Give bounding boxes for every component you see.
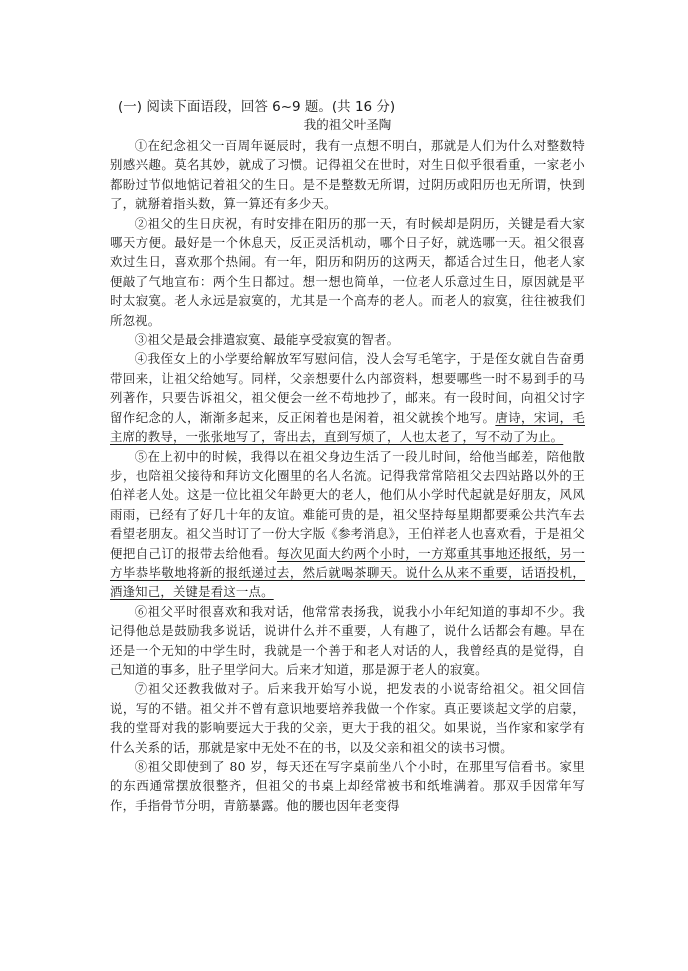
paragraph-4 [110, 349, 585, 446]
paragraph-1 [110, 136, 585, 214]
paragraph-5 [110, 447, 585, 602]
paragraph-text: ⑧祖父即使到了 80 岁，每天还在写字桌前坐八个小时，在那里写信看书。家里的东西通常摆放很整齐，但祖父的书桌上却经常被书和纸堆满着。那双手因常年写作，手指骨节分明，青筋暴露。他的腰也因年老变得 [110, 759, 585, 813]
underlined-sentence: 每次见面大约两个小时，一方郑重其事地还报纸，另一方毕恭毕敬地将新的报纸递过去，然后就喝茶聊天。说什么从来不重要，话语投机，酒逢知己，关键是看这一点。 [110, 545, 585, 600]
section-header: (一) 阅读下面语段，回答 6~9 题。(共 16 分) [118, 99, 396, 115]
paragraph-8 [110, 757, 585, 815]
paragraph-text: ③祖父是最会排遣寂寞、最能享受寂寞的智者。 [134, 332, 400, 348]
paragraph-text: ⑥祖父平时很喜欢和我对话，他常常表扬我，说我小小年纪知道的事却不少。我记得他总是鼓励我多说话，说讲什么并不重要，人有趣了，说什么话都会有趣。早在还是一个无知的中学生时，我就是一个善于和老人对话的人，我曾经真的是觉得，自己知道的事多，肚子里学问大。后来才知道，那是源于老人的寂寞。 [110, 603, 585, 677]
paragraph-3 [110, 330, 585, 349]
paragraph-7 [110, 679, 585, 757]
paragraph-text: ①在纪念祖父一百周年诞辰时，我有一点想不明白，那就是人们为什么对整数特别感兴趣。莫名其妙，就成了习惯。记得祖父在世时，对生日似乎很看重，一家老小都盼过节似地惦记着祖父的生日。是不是整数无所谓，过阴历或阳历也无所谓，快到了，就掰着指头数，算一算还有多少天。 [110, 138, 585, 212]
paragraph-6 [110, 602, 585, 680]
paragraph-text: ⑦祖父还教我做对子。后来我开始写小说，把发表的小说寄给祖父。祖父回信说，写的不错。祖父并不曾有意识地要培养我做一个作家。真正要谈起文学的启蒙，我的堂哥对我的影响要远大于我的父亲，更大于我的祖父。如果说，当作家和家学有什么关系的话，那就是家中无处不在的书，以及父亲和祖父的读书习惯。 [110, 681, 585, 755]
underlined-sentence: 唐诗，宋词，毛主席的教导，一张张地写了，寄出去，直到写烦了，人也太老了，写不动了为止。 [110, 409, 586, 445]
paragraph-text: ④我侄女上的小学要给解放军写慰问信，没人会写毛笔字，于是侄女就自告奋勇带回来，让祖父给她写。同样，父亲想要什么内部资料，想要哪些一时不易到手的马列著作，只要告诉祖父，祖父便会一丝不苟地抄了，邮来。有一段时间，向祖父讨字留作纪念的人，渐渐多起来，反正闲着也是闲着，祖父就挨个地写。 [110, 351, 585, 425]
document-page [110, 98, 585, 815]
paragraph-2 [110, 214, 585, 330]
paragraph-text: ⑤在上初中的时候，我得以在祖父身边生活了一段儿时间，给他当邮差，陪他散步，也陪祖父接待和拜访文化圈里的名人名流。记得我常常陪祖父去四站路以外的王伯祥老人处。这是一位比祖父年龄更大的老人，他们从小学时代起就是好朋友，风风雨雨，已经有了好几十年的友谊。难能可贵的是，祖父坚持每星期都要乘公共汽车去看望老朋友。祖父当时订了一份大字版《参考消息》，王伯祥老人也喜欢看，于是祖父便把自己订的报带去给他看。 [110, 448, 585, 561]
article-title: 我的祖父叶圣陶 [303, 117, 392, 132]
paragraph-text: ②祖父的生日庆祝，有时安排在阳历的那一天，有时候却是阴历，关键是看大家哪天方便。最好是一个休息天，反正灵活机动，哪个日子好，就选哪一天。祖父很喜欢过生日，喜欢那个热闹。有一年，阳历和阴历的这两天，都适合过生日，他老人家便敲了气地宣布：两个生日都过。想一想也简单，一位老人乐意过生日，原因就是平时太寂寞。老人永远是寂寞的，尤其是一个高寿的老人。而老人的寂寞，往往被我们所忽视。 [110, 215, 585, 328]
